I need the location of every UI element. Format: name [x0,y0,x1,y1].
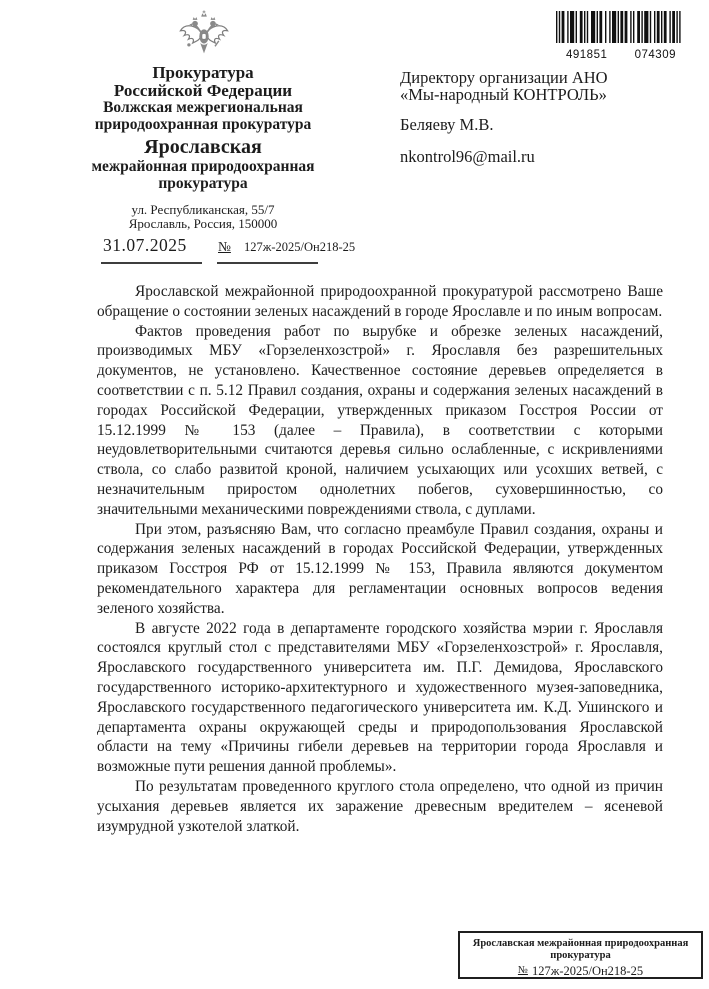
barcode [556,11,682,61]
org-title-line: межрайонная природоохранная [91,158,315,175]
barcode-bars [556,11,682,48]
number-sign: № [218,239,231,254]
body-paragraph: При этом, разъясняю Вам, что согласно преамбуле Правил создания, охраны и содержания зеленых насаждений в городах Российской Федерации, утвержденных приказом Госстроя РФ от 15.12.1999 № 153, Правила являются документом рекомендательного характера для регламентации основных вопросов ведения зеленого хозяйства. [97,520,663,617]
org-name-line: Прокуратура [152,63,254,82]
letter-date: 31.07.2025 [103,235,187,255]
body-paragraph: В августе 2022 года в департаменте городского хозяйства мэрии г. Ярославля состоялся круглый стол с представителями МБУ «Горзеленхозстрой» г. Ярославля, Ярославского государственного университета им. П.Г. Демидова, Ярославского государственного историко-архитектурного и художественного музея-заповедника, Ярославского государственного педагогического университета им. К.Д. Ушинского и департамента охраны окружающей среды и природопользования Ярославской области на тему «Причины гибели деревьев на территории города Ярославля и возможные пути решения данной проблемы». [97,619,663,776]
org-address-street: ул. Республиканская, 55/7 [131,202,275,217]
letter-body [97,282,663,836]
number-underline [217,262,318,264]
stamp-number: 127ж-2025/Он218-25 [531,964,644,978]
org-name-line: природоохранная прокуратура [94,116,312,133]
registration-stamp [458,931,703,979]
body-paragraph: По результатам проведенного круглого стола определено, что одной из причин усыхания деревьев является их заражение древесным вредителем – ясеневой изумрудной узкотелой златкой. [97,777,663,835]
org-address-city: Ярославль, Россия, 150000 [128,215,278,231]
date-underline [101,262,202,264]
addressee-block [400,70,670,165]
addressee-name: Беляеву М.В. [400,115,494,134]
barcode-number-right: 074309 [634,49,676,61]
body-paragraph: Ярославской межрайонной природоохранной прокуратурой рассмотрено Ваше обращение о состоянии зеленых насаждений в городе Ярославле и по иным вопросам. [97,283,663,320]
body-paragraph: Фактов проведения работ по вырубке и обрезке зеленых насаждений, производимых МБУ «Горзеленхозстрой» г. Ярославля без разрешительных документов, не установлено. Качественное состояние деревьев определяется в соответствии с п. 5.12 Правил создания, охраны и содержания зеленых насаждений в городах Российской Федерации, утвержденных приказом Госстроя России от 15.12.1999 № 153 (далее – Правила), в соответствии с которыми неудовлетворительными считаются деревья сильно ослабленные, с искривлениями ствола, со слабо развитой кроной, наличием усыхающих или усохших ветвей, с незначительным приростом однолетних побегов, суховершинностью, со значительными механическими повреждениями ствола, с дуплами. [97,322,663,518]
addressee-org-line: Директору организации АНО [400,68,608,87]
letterhead [78,64,328,230]
letter-number: 127ж-2025/Он218-25 [244,240,356,254]
stamp-number-sign: № [517,965,528,976]
coat-of-arms-icon [175,10,233,59]
org-title-line: прокуратура [158,175,248,192]
addressee-org-line: «Мы-народный КОНТРОЛЬ» [400,84,607,104]
org-name-line: Российской Федерации [113,80,293,100]
stamp-org-line: Ярославская межрайонная природоохранная [472,938,689,949]
org-title-main: Ярославская [144,136,262,158]
barcode-number-left: 491851 [566,49,608,61]
addressee-email: nkontrol96@mail.ru [400,146,535,166]
stamp-org-line: прокуратура [550,950,611,961]
org-name-line: Волжская межрегиональная [103,99,303,116]
